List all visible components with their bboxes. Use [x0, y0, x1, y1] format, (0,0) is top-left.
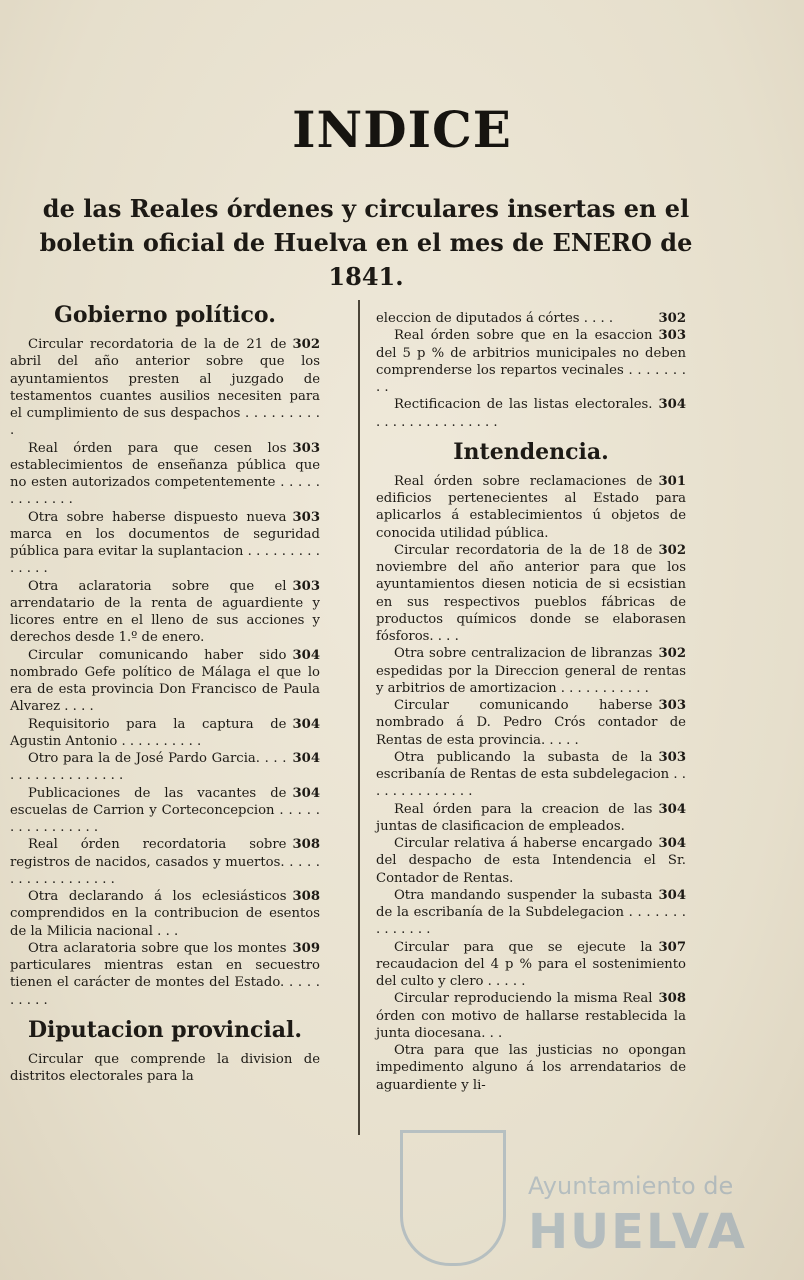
entry-text: Real órden para la creacion de las juntas de clasificacion de empleados. — [376, 801, 653, 834]
entry-text: Circular comunicando haberse nombrado á D. Pedro Crós contador de Rentas de esta provincia. . . . . — [376, 698, 686, 748]
page-number: 302 — [658, 311, 686, 326]
entry-text: Otra sobre centralizacion de libranzas espedidas por la Direccion general de rentas y arbitrios de amortizacion . . . . . . . . . . . — [376, 646, 686, 696]
entry-text: Requisitorio para la captura de Agustin Antonio . . . . . . . . . . — [10, 716, 287, 749]
page-number: 304 — [292, 647, 320, 663]
index-entry — [10, 440, 320, 509]
section-heading-intendencia: Intendencia. — [453, 438, 609, 465]
index-entry — [376, 801, 686, 836]
index-entry — [10, 336, 320, 440]
page-number: 303 — [658, 698, 686, 713]
entry-text: Circular reproduciendo la misma Real órden con motivo de hallarse restablecida la junta diocesana. . . — [376, 991, 686, 1041]
page-number: 304 — [292, 751, 320, 766]
entry-text: Publicaciones de las vacantes de escuelas de Carrion y Corteconcepcion . . . . . . . . . . . . . . . . — [10, 785, 320, 835]
entry-text: Real órden sobre reclamaciones de edificios pertenecientes al Estado para aplicarlos á establecimientos ú objetos de conocida utilidad pública. — [376, 473, 686, 541]
right-entries-list — [376, 473, 686, 1094]
entry-text: Otra aclaratoria sobre que el arrendatario de la renta de aguardiente y licores entre en el lleno de sus acciones y derechos desde 1.º de enero. — [10, 578, 320, 646]
page-subtitle: de las Reales órdenes y circulares insertas en el boletin oficial de Huelva en el mes de ENERO de 1841. — [39, 194, 693, 291]
section-heading-gobierno: Gobierno político. — [54, 302, 276, 328]
index-entry — [10, 578, 320, 647]
page-number: 303 — [292, 440, 320, 456]
index-entry — [376, 473, 686, 542]
entry-text: Otra aclaratoria sobre que los montes particulares mientras estan en secuestro tienen el carácter de montes del Estado. . . . . . . . . . — [10, 940, 320, 1008]
entry-text: Otra para que las justicias no opongan impedimento alguno á los arrendatarios de aguardiente y li- — [376, 1043, 686, 1093]
page-number: 308 — [292, 837, 320, 853]
index-entry — [10, 836, 320, 888]
coat-of-arms-icon — [400, 1130, 506, 1266]
index-entry — [10, 940, 320, 1009]
entry-text: Otra mandando suspender la subasta de la escribanía de la Subdelegacion . . . . . . . . . . . . . . — [376, 887, 686, 938]
index-entry — [376, 887, 686, 939]
column-divider — [358, 300, 360, 1135]
watermark — [400, 1120, 747, 1270]
watermark-line2: HUELVA — [528, 1204, 747, 1260]
entry-text: Circular recordatoria de la de 18 de noviembre del año anterior para que los ayuntamientos diesen noticia de si ecsistian en sus respectivos pueblos fábricas de productos químicos donde se elaborasen fósforos. . . . — [376, 542, 686, 644]
entry-text: Circular recordatoria de la de 21 de abril del año anterior sobre que los ayuntamientos presten al juzgado de testamentos cuantes ausilios necesiten para el cumplimiento de sus despachos . . . . . . . . . . — [10, 337, 320, 439]
entry-text: Circular que comprende la division de distritos electorales para la — [10, 1051, 320, 1084]
page-number: 303 — [292, 509, 320, 525]
index-entry — [10, 785, 320, 837]
index-entry — [376, 310, 686, 327]
page-number: 302 — [658, 542, 686, 558]
page-number: 304 — [658, 836, 686, 851]
index-entry — [10, 509, 320, 578]
left-column — [10, 300, 320, 1085]
page-number: 301 — [658, 473, 686, 489]
page-number: 302 — [658, 646, 686, 662]
left-entries-list-2 — [10, 1051, 320, 1086]
index-entry — [10, 888, 320, 940]
page-number: 304 — [658, 397, 686, 413]
left-entries-list — [10, 336, 320, 1009]
index-entry — [376, 939, 686, 991]
entry-text: Circular comunicando haber sido nombrado Gefe político de Málaga el que lo era de esta provincia Don Francisco de Paula Alvarez . . . . — [10, 647, 320, 715]
section-heading-diputacion: Diputacion provincial. — [27, 1016, 303, 1043]
page-number: 303 — [292, 578, 320, 594]
page-title: INDICE — [292, 100, 512, 159]
right-column — [376, 310, 686, 1094]
entry-text: Circular para que se ejecute la recaudacion del 4 p % para el sostenimiento del culto y clero . . . . . — [376, 939, 686, 989]
index-entry — [376, 327, 686, 396]
index-entry — [10, 750, 320, 785]
entry-text: Real órden recordatoria sobre registros de nacidos, casados y muertos. . . . . . . . . . . . . . . . . . — [10, 837, 320, 887]
page-number: 304 — [292, 785, 320, 801]
entry-text: Otra sobre haberse dispuesto nueva marca en los documentos de seguridad pública para evitar la suplantacion . . . . . . . . . . . . . . — [10, 509, 320, 577]
page-number: 302 — [292, 337, 320, 352]
entry-text: Otro para la de José Pardo Garcia. . . . . . . . . . . . . . . . . . — [10, 751, 287, 784]
entry-text: Otra publicando la subasta de la escribanía de Rentas de esta subdelegacion . . . . . . . . . . . . . . — [376, 749, 686, 800]
index-entry — [376, 835, 686, 887]
entry-text: Real órden para que cesen los establecimientos de enseñanza pública que no esten autorizados competentemente . . . . . . . . . . . . . — [10, 440, 320, 508]
index-entry — [10, 1051, 320, 1086]
page-number: 309 — [292, 940, 320, 956]
entry-text: Otra declarando á los eclesiásticos comprendidos en la contribucion de esentos de la Milicia nacional . . . — [10, 889, 320, 939]
index-entry — [10, 716, 320, 751]
index-entry — [376, 749, 686, 801]
page-number: 308 — [658, 991, 686, 1007]
index-entry — [376, 697, 686, 749]
index-entry — [376, 645, 686, 697]
watermark-line1: Ayuntamiento de — [528, 1172, 734, 1200]
index-entry — [10, 647, 320, 716]
entry-text: Real órden sobre que en la esaccion del 5 p % de arbitrios municipales no deben comprenderse los repartos vecinales . . . . . . . . . — [376, 328, 686, 395]
entry-text: Circular relativa á haberse encargado del despacho de esta Intendencia el Sr. Contador de Rentas. — [376, 836, 686, 886]
page-number: 304 — [658, 801, 686, 817]
page-number: 308 — [292, 889, 320, 904]
page-number: 307 — [658, 939, 686, 955]
index-entry — [376, 990, 686, 1042]
right-entries-top — [376, 310, 686, 431]
page-number: 304 — [658, 887, 686, 903]
index-entry — [376, 396, 686, 431]
index-entry — [376, 542, 686, 646]
page-number: 303 — [658, 749, 686, 765]
page-number: 303 — [658, 328, 686, 344]
entry-text: eleccion de diputados á córtes . . . . — [376, 311, 614, 326]
index-entry — [376, 1042, 686, 1094]
entry-text: Rectificacion de las listas electorales. . . . . . . . . . . . . . . . — [376, 397, 653, 430]
page-number: 304 — [292, 716, 320, 732]
